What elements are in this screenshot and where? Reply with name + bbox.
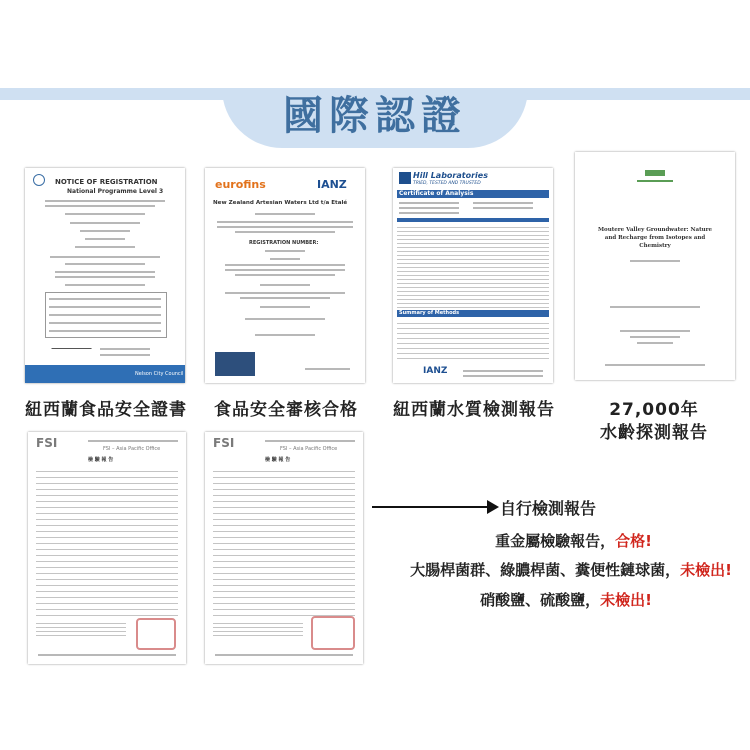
fsi-subbrand: FSI – Asia Pacific Office	[103, 446, 161, 452]
ianz-logo: IANZ	[317, 178, 347, 191]
doc-heading: Certificate of Analysis	[399, 190, 474, 197]
self-test-title: 自行檢測報告	[500, 499, 597, 518]
caption-water-quality-report: 紐西蘭水質檢測報告	[393, 400, 555, 420]
header-pill	[222, 88, 528, 148]
caption-food-safety-audit: 食品安全審核合格	[214, 400, 358, 420]
self-test-line3	[480, 589, 652, 610]
eurofins-logo: eurofins	[215, 178, 266, 191]
line3-result: 未檢出!	[600, 591, 652, 609]
line2-text: 大腸桿菌群、綠膿桿菌、糞便性鏈球菌，	[410, 561, 681, 579]
doc-section: Summary of Methods	[399, 310, 460, 316]
caption-water-age-line1: 27,000年	[609, 400, 699, 420]
doc-subheading: National Programme Level 3	[67, 188, 164, 195]
hill-labs-tagline: TRIED, TESTED AND TRUSTED	[413, 181, 481, 186]
stamp-icon	[311, 616, 355, 650]
fsi-logo: FSI	[213, 436, 235, 450]
line3-text: 硝酸鹽、硫酸鹽，	[480, 591, 601, 609]
doc-footer-brand: IANZ	[423, 366, 448, 376]
doc-hill-laboratories	[393, 168, 553, 383]
doc-groundwater-age-report	[575, 152, 735, 380]
doc-heading: 檢 驗 報 告	[265, 457, 291, 463]
circle-logo-icon	[33, 174, 45, 186]
arrow-right-icon	[487, 500, 499, 514]
doc-heading: Moutere Valley Groundwater: Nature and Recharge from Isotopes and Chemistry	[597, 227, 713, 249]
caption-water-age-line2: 水齡探測報告	[600, 423, 708, 443]
signature-icon	[51, 340, 94, 349]
doc-heading: NOTICE OF REGISTRATION	[55, 178, 158, 186]
arrow-line	[372, 506, 490, 508]
line1-result: 合格!	[615, 532, 652, 550]
line1-text: 重金屬檢驗報告，	[495, 532, 616, 550]
fsi-subbrand: FSI – Asia Pacific Office	[280, 446, 338, 452]
doc-heading: New Zealand Artesian Waters Ltd t/a Etalé	[213, 200, 348, 206]
hill-labs-brand: Hill Laboratories	[413, 171, 488, 180]
doc-fsi-report-1	[28, 432, 186, 664]
doc-heading: 檢 驗 報 告	[88, 457, 114, 463]
self-test-line1	[495, 530, 652, 551]
self-test-line2	[410, 559, 732, 580]
fsi-logo: FSI	[36, 436, 58, 450]
page-title: 國際認證	[283, 93, 467, 139]
stamp-icon	[136, 618, 176, 650]
doc-footer-brand: Nelson City Council	[135, 371, 184, 377]
doc-eurofins-audit	[205, 168, 365, 383]
doc-fsi-report-2	[205, 432, 363, 664]
caption-food-safety-certificate: 紐西蘭食品安全證書	[25, 400, 187, 420]
line2-result: 未檢出!	[680, 561, 732, 579]
doc-notice-of-registration	[25, 168, 185, 383]
doc-subheading: REGISTRATION NUMBER:	[249, 240, 319, 246]
hill-labs-logo-icon	[399, 172, 411, 184]
